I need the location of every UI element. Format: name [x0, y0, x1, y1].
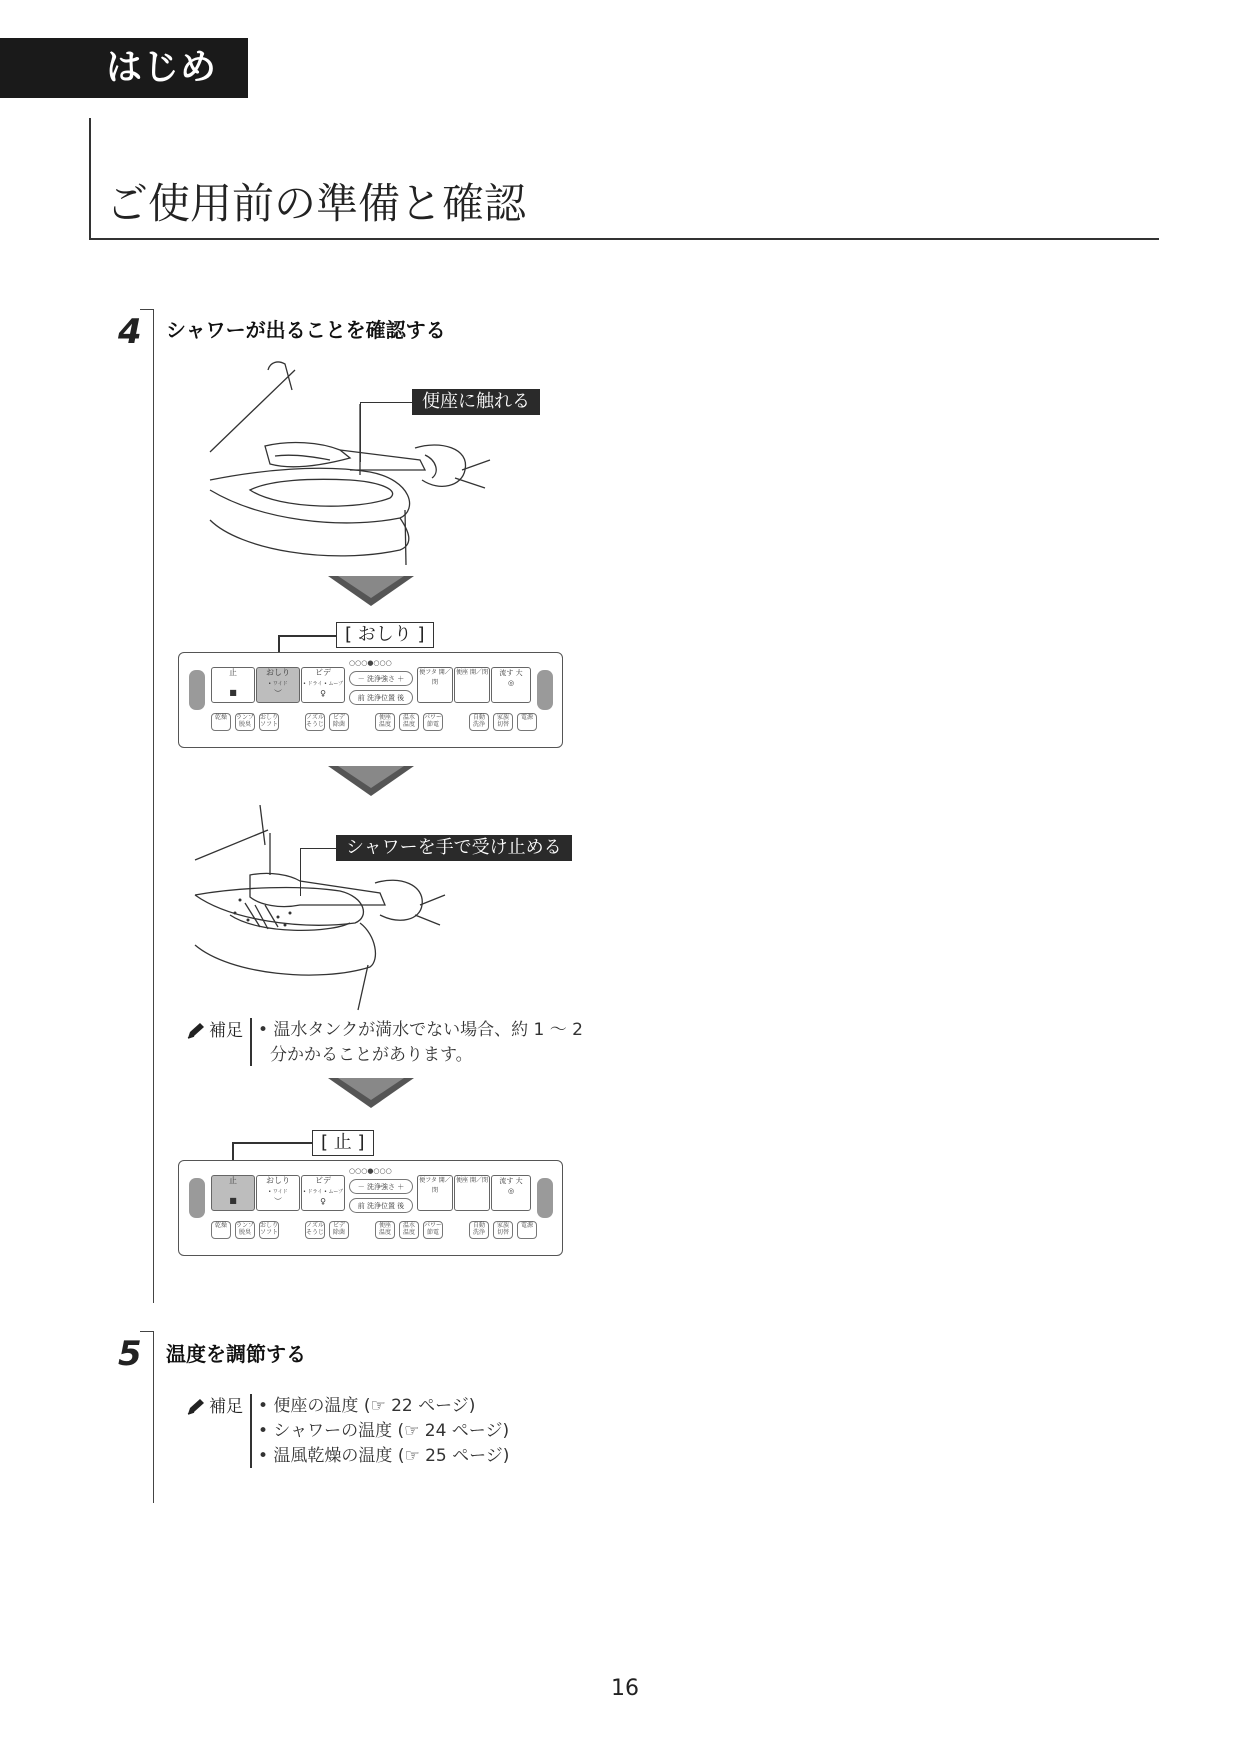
- pencil-icon: [186, 1398, 206, 1421]
- callout-shower-leader-vertical: [300, 848, 301, 896]
- panel-small-btn-4[interactable]: ノズル そうじ: [305, 713, 325, 731]
- panel-left-knob: [189, 1178, 205, 1218]
- panel-stop-button[interactable]: 止 ■: [211, 667, 255, 703]
- panel-small-btn-3[interactable]: おしり ソフト: [259, 713, 279, 731]
- note-line: 分かかることがあります。: [270, 1045, 473, 1065]
- panel-position-control[interactable]: 前 洗浄位置 後: [349, 1198, 413, 1213]
- pencil-icon: [186, 1022, 206, 1045]
- panel-seat-button[interactable]: 便座 開／閉: [454, 667, 490, 703]
- callout-shower: シャワーを手で受け止める: [336, 835, 572, 861]
- step-4-title: シャワーが出ることを確認する: [166, 318, 446, 342]
- panel-small-btn-10[interactable]: 家族 切替: [493, 713, 513, 731]
- panel-small-btn-6[interactable]: 便座 温度: [375, 1221, 395, 1239]
- panel-seat-button[interactable]: 便座 開／閉: [454, 1175, 490, 1211]
- triangle-down-icon: [328, 766, 414, 796]
- panel-small-btn-11[interactable]: 電源: [517, 1221, 537, 1239]
- step-5-title: 温度を調節する: [166, 1342, 306, 1366]
- callout-touch-leader: [360, 402, 412, 403]
- step-4-bracket: [153, 309, 154, 1303]
- control-panel-stop: [178, 1160, 563, 1256]
- panel-strength-control[interactable]: － 洗浄強さ ＋: [349, 671, 413, 686]
- panel-stop-button[interactable]: 止 ■: [211, 1175, 255, 1211]
- panel-small-btn-10[interactable]: 家族 切替: [493, 1221, 513, 1239]
- panel-small-btn-2[interactable]: ランプ 脱臭: [235, 713, 255, 731]
- note-line: • シャワーの温度 (☞ 24 ページ): [258, 1421, 510, 1441]
- step-5-bracket-top: [140, 1331, 154, 1332]
- panel-lid-button[interactable]: 便フタ 開／閉: [417, 1175, 453, 1211]
- page-number: 16: [611, 1676, 639, 1701]
- panel-small-btn-11[interactable]: 電源: [517, 713, 537, 731]
- note-label: 補足: [209, 1397, 243, 1417]
- panel-small-btn-8[interactable]: パワー 節電: [423, 713, 443, 731]
- page-title: ご使用前の準備と確認: [106, 179, 527, 228]
- note-text: [258, 1394, 509, 1469]
- panel-small-btn-4[interactable]: ノズル そうじ: [305, 1221, 325, 1239]
- panel-small-btn-5[interactable]: ビデ 除菌: [329, 1221, 349, 1239]
- triangle-down-icon: [328, 576, 414, 606]
- panel-small-btn-1[interactable]: 乾燥: [211, 1221, 231, 1239]
- panel-strength-control[interactable]: － 洗浄強さ ＋: [349, 1179, 413, 1194]
- panel-small-btn-1[interactable]: 乾燥: [211, 713, 231, 731]
- callout-oshiri: [ おしり ]: [336, 622, 434, 648]
- step-5-number: 5: [118, 1334, 142, 1374]
- step-4-number: 4: [118, 312, 142, 352]
- panel-lid-button[interactable]: 便フタ 開／閉: [417, 667, 453, 703]
- panel-oshiri-button[interactable]: おしり • ワイド ︶: [256, 667, 300, 703]
- note-bar: [250, 1018, 252, 1066]
- panel-small-btn-3[interactable]: おしり ソフト: [259, 1221, 279, 1239]
- note-text: [258, 1018, 583, 1068]
- panel-right-knob: [537, 1178, 553, 1218]
- panel-right-knob: [537, 670, 553, 710]
- panel-small-btn-8[interactable]: パワー 節電: [423, 1221, 443, 1239]
- panel-small-btn-5[interactable]: ビデ 除菌: [329, 713, 349, 731]
- panel-small-btn-6[interactable]: 便座 温度: [375, 713, 395, 731]
- panel-flush-big-button[interactable]: 流す 大 ◎: [491, 667, 531, 703]
- panel-small-btn-7[interactable]: 温水 温度: [399, 713, 419, 731]
- panel-strength-dots: ○○○●○○○: [349, 1167, 392, 1175]
- panel-small-btn-2[interactable]: ランプ 脱臭: [235, 1221, 255, 1239]
- panel-left-knob: [189, 670, 205, 710]
- panel-oshiri-button[interactable]: おしり • ワイド ︶: [256, 1175, 300, 1211]
- panel-small-btn-9[interactable]: 自動 洗浄: [469, 713, 489, 731]
- panel-bide-button[interactable]: ビデ • ドライ • ムーブ ♀: [301, 667, 345, 703]
- callout-shower-leader: [300, 848, 336, 849]
- callout-stop: [ 止 ]: [312, 1130, 374, 1156]
- note-line: • 便座の温度 (☞ 22 ページ): [258, 1396, 476, 1416]
- note-line: • 温水タンクが満水でない場合、約 1 〜 2: [258, 1020, 583, 1040]
- panel-strength-dots: ○○○●○○○: [349, 659, 392, 667]
- callout-touch-leader-vertical: [360, 402, 361, 462]
- step-5-bracket: [153, 1331, 154, 1503]
- note-bar: [250, 1394, 252, 1468]
- title-vertical-rule: [89, 118, 91, 240]
- control-panel-oshiri: [178, 652, 563, 748]
- panel-small-btn-9[interactable]: 自動 洗浄: [469, 1221, 489, 1239]
- callout-oshiri-leader: [278, 635, 336, 637]
- note-line: • 温風乾燥の温度 (☞ 25 ページ): [258, 1446, 510, 1466]
- callout-stop-leader: [232, 1142, 312, 1144]
- triangle-down-icon: [328, 1078, 414, 1108]
- panel-flush-big-button[interactable]: 流す 大 ◎: [491, 1175, 531, 1211]
- panel-bide-button[interactable]: ビデ • ドライ • ムーブ ♀: [301, 1175, 345, 1211]
- title-horizontal-rule: [89, 238, 1159, 240]
- section-tab: はじめに: [0, 38, 248, 98]
- panel-small-btn-7[interactable]: 温水 温度: [399, 1221, 419, 1239]
- callout-touch-seat: 便座に触れる: [412, 389, 540, 415]
- panel-position-control[interactable]: 前 洗浄位置 後: [349, 690, 413, 705]
- note-label: 補足: [209, 1021, 243, 1041]
- step-4-bracket-top: [140, 309, 154, 310]
